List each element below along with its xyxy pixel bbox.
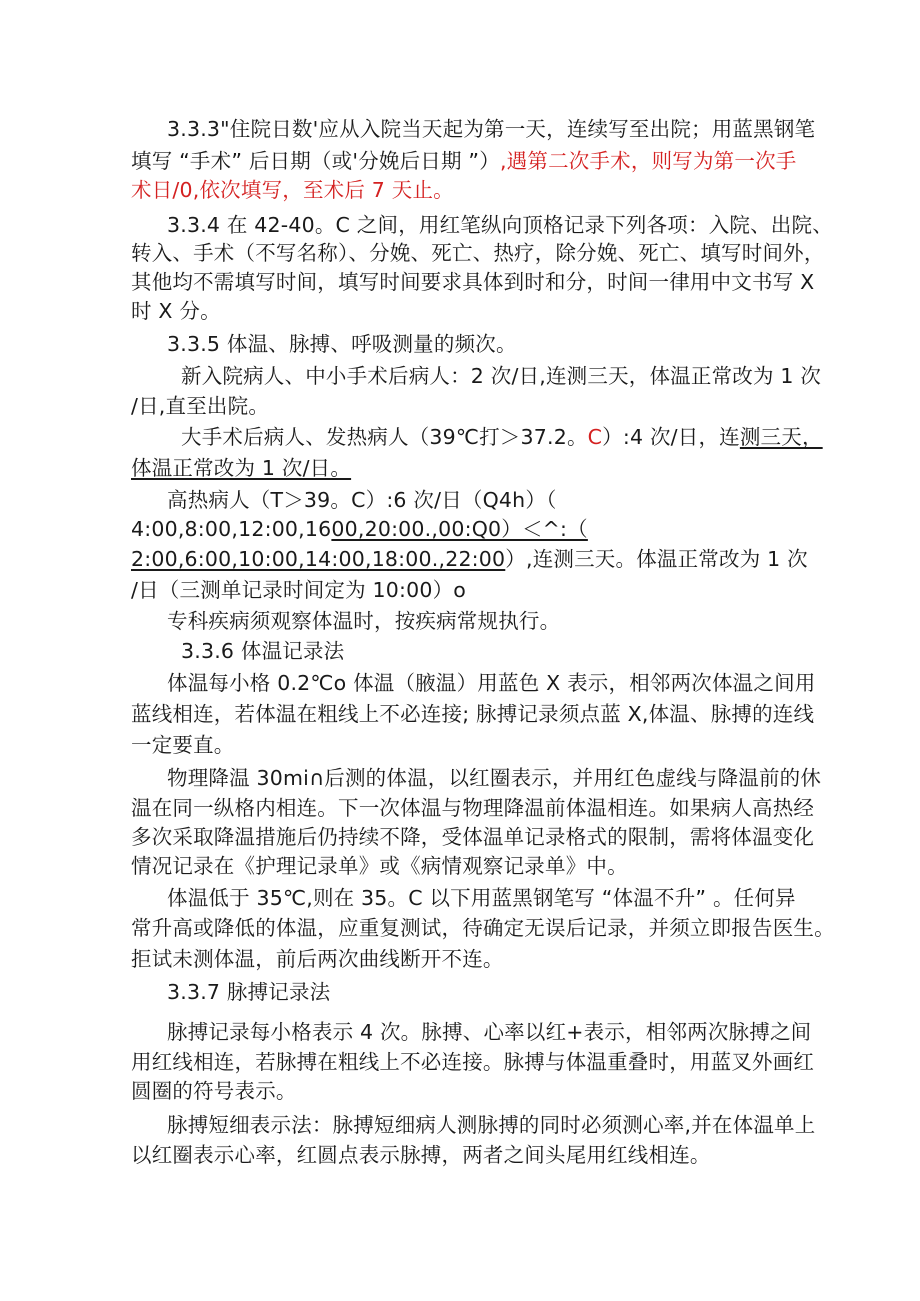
text-segment: 用红线相连，若脉搏在粗线上不必连接。脉搏与体温重叠时，用蓝叉外画红 [131,1050,815,1074]
text-segment: 高热病人（T＞39。C）:6 次/日（Q4h）（ [167,488,557,512]
text-segment: /日（三测单记录时间定为 10:00）o [131,578,467,602]
text-line [167,764,821,792]
text-segment: 2:00,6:00,10:00,14:00,18:00.,22:00 [131,547,506,571]
text-segment: 3.3.5 体温、脉搏、呼吸测量的频次。 [167,332,517,356]
text-segment: 新入院病人、中小手术后病人：2 次/日,连测三天，体温正常改为 1 次 [181,364,822,388]
text-segment: /日,直至出院。 [131,394,270,418]
text-line [131,823,814,851]
text-segment: 圆圈的符号表示。 [131,1079,297,1103]
text-line [131,731,235,759]
text-segment: ）:4 次/日，连 [602,425,740,449]
text-line [131,1077,297,1105]
text-segment: 专科疾病须观察体温时，按疾病常规执行。 [167,609,561,633]
text-line [131,1048,814,1076]
text-segment: 时 X 分。 [131,299,221,323]
text-line [131,545,808,573]
text-segment: ,遇第二次手术，则写为第一次手 [499,149,797,173]
text-segment: 4:00,8:00,12:00,16 [131,517,332,541]
text-segment: 3.3.6 体温记录法 [181,639,345,663]
text-line [131,268,814,296]
text-line [181,423,823,451]
text-line [181,362,821,390]
text-line [131,1141,711,1169]
text-segment: 测三天， [739,425,823,449]
text-segment: 以红圈表示心率，红圆点表示脉搏，两者之间头尾用红线相连。 [131,1143,711,1167]
text-segment: ）,连测三天。体温正常改为 1 次 [505,547,808,571]
text-line [167,1018,811,1046]
text-line [131,176,454,204]
text-line [131,945,504,973]
text-line [131,515,588,543]
text-segment: 3.3.7 脉搏记录法 [167,980,331,1004]
text-line [131,914,835,942]
text-segment: 一定要直。 [131,733,235,757]
text-line [167,115,815,143]
text-line [131,576,466,604]
section-heading [181,637,344,665]
text-segment: 填写 “手术” 后日期（或'分娩后日期 ”） [131,149,500,173]
section-heading [167,978,330,1006]
text-segment: 拒试未测体温，前后两次曲线断开不连。 [131,947,504,971]
text-segment: 00,20:00.,00:Q0）＜^:（ [331,517,588,541]
text-segment: 其他均不需填写时间，填写时间要求具体到时和分，时间一律用中文书写 X [131,270,815,294]
text-line [167,486,557,514]
text-segment: 体温每小格 0.2℃o 体温（腋温）用蓝色 X 表示，相邻两次体温之间用 [167,671,816,695]
text-line [131,239,825,267]
text-segment: C [587,425,603,449]
text-line [131,297,221,325]
text-line [131,392,269,420]
text-line [167,669,815,697]
text-segment: 3.3.4 在 42-40。C 之间，用红笔纵向顶格记录下列各项：入院、出院、 [167,213,833,237]
text-segment: 常升高或降低的体温，应重复测试，待确定无误后记录，并须立即报告医生。 [131,916,835,940]
text-line [131,454,351,482]
text-line [167,1111,815,1139]
text-segment: 大手术后病人、发热病人（39℃打＞37.2。 [181,425,588,449]
text-segment: 蓝线相连，若体温在粗线上不必连接; 脉搏记录须点蓝 X,体温、脉搏的连线 [131,702,815,726]
text-segment: 转入、手术（不写名称）、分娩、死亡、热疗，除分娩、死亡、填写时间外， [131,241,825,265]
text-segment: 脉搏短细表示法：脉搏短细病人测脉搏的同时必须测心率,并在体温单上 [167,1113,816,1137]
text-segment: 体温低于 35℃,则在 35。C 以下用蓝黑钢笔写 “体温不升” 。任何异 [167,886,796,910]
text-line [167,607,560,635]
text-segment: 物理降温 30mi∩后测的体温，以红圈表示，并用红色虚线与降温前的休 [167,766,822,790]
text-segment: 体温正常改为 1 次/日。 [131,456,352,480]
text-segment: 3.3.3"住院日数'应从入院当天起为第一天，连续写至出院；用蓝黑钢笔 [167,117,816,141]
text-segment: 温在同一纵格内相连。下一次体温与物理降温前体温相连。如果病人高热经 [131,796,815,820]
text-line [131,700,814,728]
text-line [131,794,814,822]
text-line [167,884,796,912]
text-line [131,852,628,880]
text-segment: 多次采取降温措施后仍持续不降，受体温单记录格式的限制，需将体温变化 [131,825,815,849]
text-segment: 脉搏记录每小格表示 4 次。脉搏、心率以红+表示，相邻两次脉搏之间 [167,1020,812,1044]
text-line [167,211,833,239]
text-line [131,147,796,175]
text-segment: 情况记录在《护理记录单》或《病情观察记录单》中。 [131,854,628,878]
text-segment: 术日/0,依次填写，至术后 7 天止。 [131,178,454,202]
section-heading [167,330,517,358]
